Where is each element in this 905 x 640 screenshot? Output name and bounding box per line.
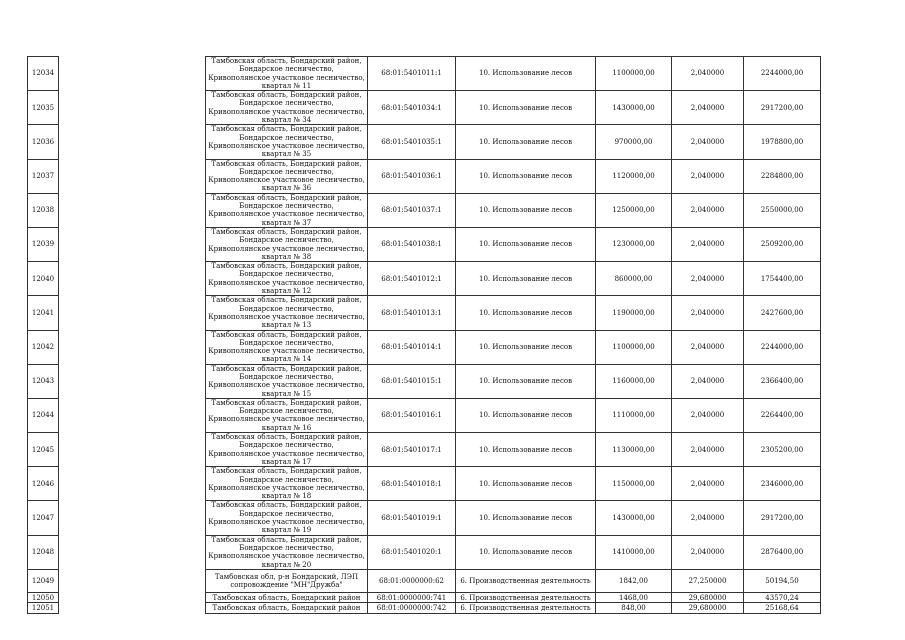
table-row xyxy=(28,91,821,125)
cell-value: 2509200,00 xyxy=(744,227,821,261)
land-registry-table xyxy=(27,56,820,614)
table-row xyxy=(28,433,821,467)
table-row xyxy=(28,57,821,91)
cell-usage: 10. Использование лесов xyxy=(456,57,596,91)
cell-area: 1250000,00 xyxy=(596,193,672,227)
cell-id: 12050 xyxy=(28,592,59,603)
cell-area: 860000,00 xyxy=(596,262,672,296)
cell-value: 2550000,00 xyxy=(744,193,821,227)
cell-id: 12038 xyxy=(28,193,59,227)
cell-address: Тамбовская область, Бондарский район, Бондарское лесничество, Кривополянское участковое лесничество, квартал № 11 xyxy=(206,57,368,91)
cell-cadastral: 68:01:0000000:741 xyxy=(368,592,456,603)
cell-area: 1190000,00 xyxy=(596,296,672,330)
cell-usage: 10. Использование лесов xyxy=(456,262,596,296)
cell-cadastral: 68:01:5401038:1 xyxy=(368,227,456,261)
cell-address: Тамбовская область, Бондарский район, Бондарское лесничество, Кривополянское участковое лесничество, квартал № 37 xyxy=(206,193,368,227)
cell-cadastral: 68:01:5401034:1 xyxy=(368,91,456,125)
cell-address: Тамбовская область, Бондарский район, Бондарское лесничество, Кривополянское участковое лесничество, квартал № 17 xyxy=(206,433,368,467)
cell-cadastral: 68:01:5401035:1 xyxy=(368,125,456,159)
spacer-cell xyxy=(59,330,206,364)
spacer-cell xyxy=(59,193,206,227)
cell-value: 2917200,00 xyxy=(744,91,821,125)
table-row xyxy=(28,330,821,364)
cell-usage: 10. Использование лесов xyxy=(456,467,596,501)
cell-id: 12049 xyxy=(28,569,59,592)
cell-rate: 2,040000 xyxy=(672,159,744,193)
cell-rate: 2,040000 xyxy=(672,262,744,296)
spacer-cell xyxy=(59,364,206,398)
cell-id: 12036 xyxy=(28,125,59,159)
cell-address: Тамбовская область, Бондарский район, Бондарское лесничество, Кривополянское участковое лесничество, квартал № 20 xyxy=(206,535,368,569)
cell-usage: 6. Производственная деятельность xyxy=(456,592,596,603)
cell-value: 2244000,00 xyxy=(744,57,821,91)
spacer-cell xyxy=(59,501,206,535)
cell-usage: 10. Использование лесов xyxy=(456,193,596,227)
cell-id: 12045 xyxy=(28,433,59,467)
cell-usage: 10. Использование лесов xyxy=(456,535,596,569)
cell-rate: 2,040000 xyxy=(672,433,744,467)
cell-rate: 2,040000 xyxy=(672,364,744,398)
cell-value: 1978800,00 xyxy=(744,125,821,159)
cell-id: 12034 xyxy=(28,57,59,91)
spacer-cell xyxy=(59,398,206,432)
cell-id: 12040 xyxy=(28,262,59,296)
cell-value: 2917200,00 xyxy=(744,501,821,535)
cell-cadastral: 68:01:0000000:62 xyxy=(368,569,456,592)
cell-address: Тамбовская область, Бондарский район, Бондарское лесничество, Кривополянское участковое лесничество, квартал № 36 xyxy=(206,159,368,193)
table-row xyxy=(28,592,821,603)
table-row xyxy=(28,227,821,261)
cell-usage: 10. Использование лесов xyxy=(456,159,596,193)
table-row xyxy=(28,398,821,432)
spacer-cell xyxy=(59,296,206,330)
cell-id: 12037 xyxy=(28,159,59,193)
spacer-cell xyxy=(59,159,206,193)
cell-usage: 10. Использование лесов xyxy=(456,296,596,330)
cell-area: 970000,00 xyxy=(596,125,672,159)
cell-value: 50194,50 xyxy=(744,569,821,592)
table-row xyxy=(28,467,821,501)
cell-value: 2346000,00 xyxy=(744,467,821,501)
cell-area: 1842,00 xyxy=(596,569,672,592)
cell-id: 12041 xyxy=(28,296,59,330)
cell-id: 12046 xyxy=(28,467,59,501)
cell-rate: 2,040000 xyxy=(672,330,744,364)
table-row xyxy=(28,125,821,159)
cell-cadastral: 68:01:5401019:1 xyxy=(368,501,456,535)
cell-area: 1120000,00 xyxy=(596,159,672,193)
table-row xyxy=(28,501,821,535)
table-row xyxy=(28,535,821,569)
cell-cadastral: 68:01:5401013:1 xyxy=(368,296,456,330)
cell-area: 1110000,00 xyxy=(596,398,672,432)
cell-id: 12048 xyxy=(28,535,59,569)
table-row xyxy=(28,262,821,296)
cell-value: 2876400,00 xyxy=(744,535,821,569)
cell-usage: 10. Использование лесов xyxy=(456,398,596,432)
table-row xyxy=(28,159,821,193)
cell-area: 1150000,00 xyxy=(596,467,672,501)
spacer-cell xyxy=(59,91,206,125)
spacer-cell xyxy=(59,569,206,592)
cell-id: 12051 xyxy=(28,603,59,614)
cell-usage: 10. Использование лесов xyxy=(456,330,596,364)
cell-cadastral: 68:01:5401018:1 xyxy=(368,467,456,501)
cell-value: 2284800,00 xyxy=(744,159,821,193)
spacer-cell xyxy=(59,592,206,603)
cell-rate: 2,040000 xyxy=(672,535,744,569)
cell-rate: 2,040000 xyxy=(672,91,744,125)
cell-value: 2264400,00 xyxy=(744,398,821,432)
cell-area: 1410000,00 xyxy=(596,535,672,569)
cell-cadastral: 68:01:0000000:742 xyxy=(368,603,456,614)
cell-rate: 2,040000 xyxy=(672,467,744,501)
cell-cadastral: 68:01:5401014:1 xyxy=(368,330,456,364)
cell-cadastral: 68:01:5401017:1 xyxy=(368,433,456,467)
table-body xyxy=(28,57,821,614)
cell-cadastral: 68:01:5401012:1 xyxy=(368,262,456,296)
cell-address: Тамбовская область, Бондарский район, Бондарское лесничество, Кривополянское участковое лесничество, квартал № 38 xyxy=(206,227,368,261)
cell-id: 12039 xyxy=(28,227,59,261)
spacer-cell xyxy=(59,467,206,501)
cell-rate: 2,040000 xyxy=(672,125,744,159)
spacer-cell xyxy=(59,433,206,467)
cell-id: 12043 xyxy=(28,364,59,398)
cell-cadastral: 68:01:5401037:1 xyxy=(368,193,456,227)
spacer-cell xyxy=(59,603,206,614)
cell-address: Тамбовская область, Бондарский район, Бондарское лесничество, Кривополянское участковое лесничество, квартал № 16 xyxy=(206,398,368,432)
spacer-cell xyxy=(59,227,206,261)
cell-id: 12044 xyxy=(28,398,59,432)
cell-area: 1100000,00 xyxy=(596,57,672,91)
cell-cadastral: 68:01:5401011:1 xyxy=(368,57,456,91)
cell-value: 2427600,00 xyxy=(744,296,821,330)
cell-rate: 2,040000 xyxy=(672,501,744,535)
cell-rate: 2,040000 xyxy=(672,227,744,261)
cell-rate: 27,250000 xyxy=(672,569,744,592)
cell-usage: 10. Использование лесов xyxy=(456,227,596,261)
cell-value: 25168,64 xyxy=(744,603,821,614)
cell-area: 1230000,00 xyxy=(596,227,672,261)
cell-rate: 2,040000 xyxy=(672,193,744,227)
cell-address: Тамбовская область, Бондарский район, Бондарское лесничество, Кривополянское участковое лесничество, квартал № 35 xyxy=(206,125,368,159)
cell-usage: 10. Использование лесов xyxy=(456,125,596,159)
cell-area: 1430000,00 xyxy=(596,91,672,125)
cell-value: 1754400,00 xyxy=(744,262,821,296)
cell-id: 12047 xyxy=(28,501,59,535)
table-row xyxy=(28,364,821,398)
cell-usage: 10. Использование лесов xyxy=(456,91,596,125)
table-row xyxy=(28,296,821,330)
cell-area: 1100000,00 xyxy=(596,330,672,364)
registry-table xyxy=(27,56,821,614)
cell-rate: 29,680000 xyxy=(672,603,744,614)
cell-value: 43570,24 xyxy=(744,592,821,603)
table-row xyxy=(28,603,821,614)
cell-cadastral: 68:01:5401020:1 xyxy=(368,535,456,569)
cell-cadastral: 68:01:5401015:1 xyxy=(368,364,456,398)
cell-address: Тамбовская область, Бондарский район, Бондарское лесничество, Кривополянское участковое лесничество, квартал № 19 xyxy=(206,501,368,535)
cell-address: Тамбовская область, Бондарский район, Бондарское лесничество, Кривополянское участковое лесничество, квартал № 18 xyxy=(206,467,368,501)
cell-cadastral: 68:01:5401036:1 xyxy=(368,159,456,193)
cell-address: Тамбовская обл, р-н Бондарский, ЛЭП сопровождение "МН"Дружба" xyxy=(206,569,368,592)
table-row xyxy=(28,569,821,592)
cell-value: 2305200,00 xyxy=(744,433,821,467)
spacer-cell xyxy=(59,262,206,296)
cell-id: 12035 xyxy=(28,91,59,125)
cell-address: Тамбовская область, Бондарский район, Бондарское лесничество, Кривополянское участковое лесничество, квартал № 14 xyxy=(206,330,368,364)
cell-area: 1160000,00 xyxy=(596,364,672,398)
cell-address: Тамбовская область, Бондарский район, Бондарское лесничество, Кривополянское участковое лесничество, квартал № 34 xyxy=(206,91,368,125)
spacer-cell xyxy=(59,535,206,569)
cell-area: 1468,00 xyxy=(596,592,672,603)
cell-address: Тамбовская область, Бондарский район, Бондарское лесничество, Кривополянское участковое лесничество, квартал № 12 xyxy=(206,262,368,296)
cell-usage: 10. Использование лесов xyxy=(456,364,596,398)
cell-address: Тамбовская область, Бондарский район xyxy=(206,603,368,614)
cell-value: 2366400,00 xyxy=(744,364,821,398)
cell-address: Тамбовская область, Бондарский район, Бондарское лесничество, Кривополянское участковое лесничество, квартал № 15 xyxy=(206,364,368,398)
cell-rate: 2,040000 xyxy=(672,57,744,91)
table-row xyxy=(28,193,821,227)
cell-area: 1130000,00 xyxy=(596,433,672,467)
cell-address: Тамбовская область, Бондарский район xyxy=(206,592,368,603)
cell-value: 2244000,00 xyxy=(744,330,821,364)
cell-rate: 29,680000 xyxy=(672,592,744,603)
cell-area: 1430000,00 xyxy=(596,501,672,535)
spacer-cell xyxy=(59,57,206,91)
cell-cadastral: 68:01:5401016:1 xyxy=(368,398,456,432)
cell-usage: 10. Использование лесов xyxy=(456,433,596,467)
cell-area: 848,00 xyxy=(596,603,672,614)
cell-rate: 2,040000 xyxy=(672,398,744,432)
cell-address: Тамбовская область, Бондарский район, Бондарское лесничество, Кривополянское участковое лесничество, квартал № 13 xyxy=(206,296,368,330)
cell-rate: 2,040000 xyxy=(672,296,744,330)
cell-usage: 6. Производственная деятельность xyxy=(456,569,596,592)
spacer-cell xyxy=(59,125,206,159)
cell-usage: 6. Производственная деятельность xyxy=(456,603,596,614)
cell-usage: 10. Использование лесов xyxy=(456,501,596,535)
cell-id: 12042 xyxy=(28,330,59,364)
